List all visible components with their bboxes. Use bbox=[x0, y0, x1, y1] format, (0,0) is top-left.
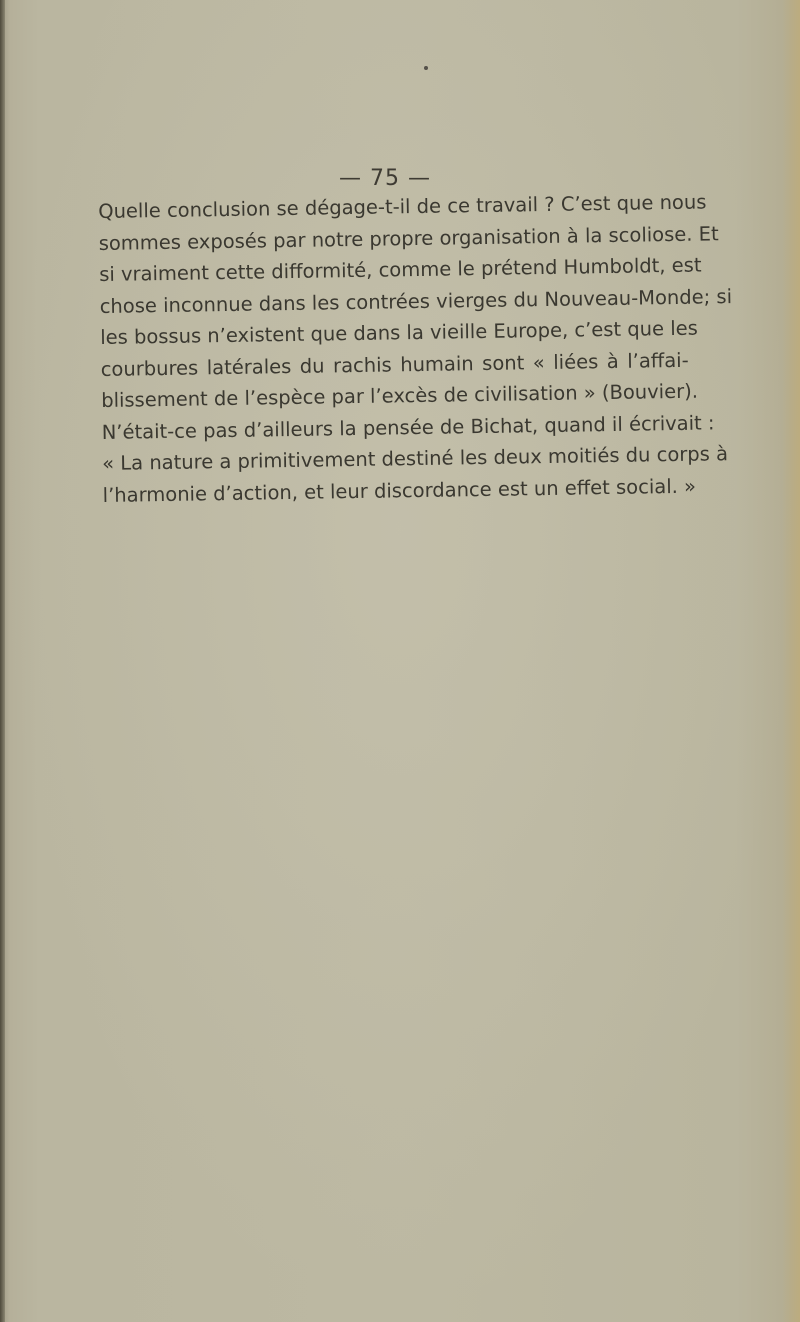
text-line: Quelle conclusion se dégage-t-il de ce travail ? C’est que nous bbox=[98, 190, 707, 223]
ink-speck bbox=[424, 66, 428, 70]
text-line: N’était-ce pas d’ailleurs la pensée de Bichat, quand il écrivait : bbox=[101, 410, 715, 444]
page-number: — 75 — bbox=[339, 166, 431, 191]
body-paragraph bbox=[98, 187, 733, 511]
text-line: l’harmonie d’action, et leur discordance est un effet social. » bbox=[102, 474, 697, 507]
text-line: courbures latérales du rachis humain sont « liées à l’affai- bbox=[100, 348, 689, 381]
text-line: sommes exposés par notre propre organisation à la scoliose. Et bbox=[98, 221, 719, 255]
text-line: si vraiment cette difformité, comme le prétend Humboldt, est bbox=[99, 253, 702, 286]
text-line: blissement de l’espèce par l’excès de civilisation » (Bouvier). bbox=[101, 379, 699, 412]
text-line: les bossus n’existent que dans la vieille Europe, c’est que les bbox=[100, 316, 698, 349]
text-line: chose inconnue dans les contrées vierges du Nouveau-Monde; si bbox=[99, 284, 733, 318]
text-line: « La nature a primitivement destiné les deux moitiés du corps à bbox=[102, 442, 729, 475]
